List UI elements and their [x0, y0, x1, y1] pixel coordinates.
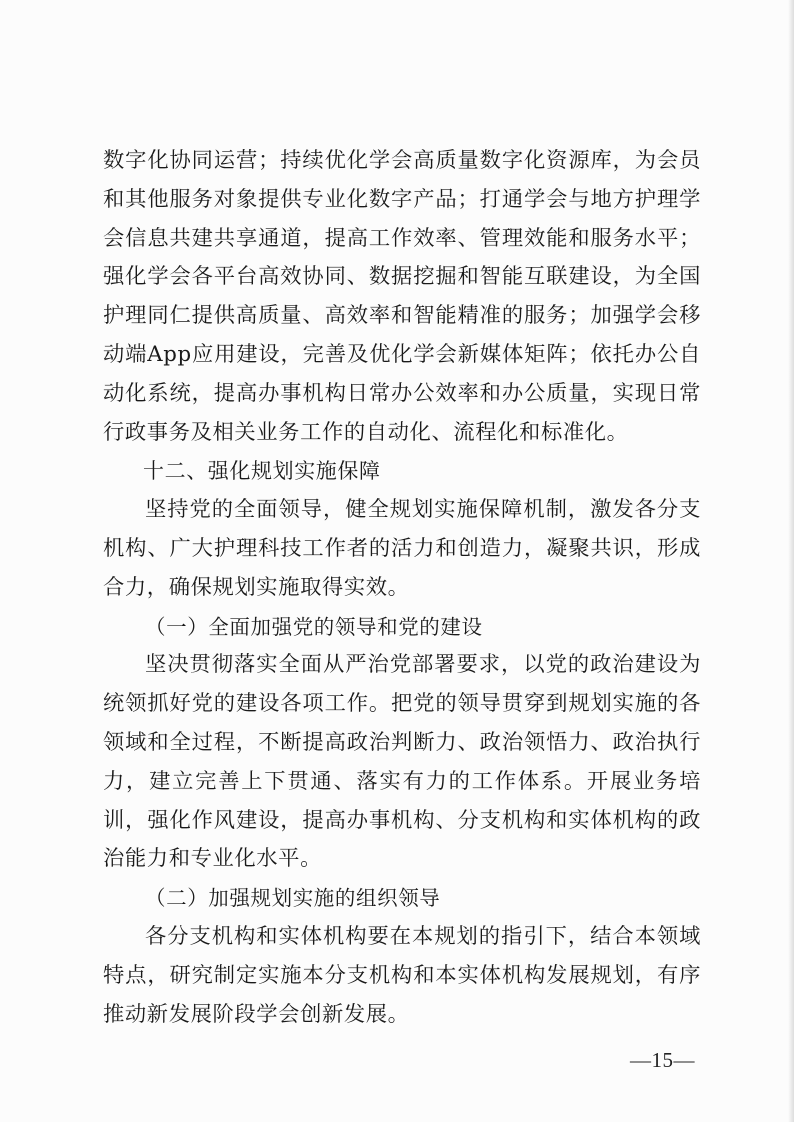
section-heading-12: 十二、强化规划实施保障 [143, 459, 381, 484]
subsection-heading-2: （二）加强规划实施的组织领导 [145, 886, 441, 911]
document-body [103, 142, 701, 1034]
scan-edge-shadow [788, 0, 794, 1122]
page-number: —15— [630, 1048, 695, 1072]
paragraph-party-leadership: 坚决贯彻落实全面从严治党部署要求，以党的政治建设为统领抓好党的建设各项工作。把党的领导贯穿到规划实施的各领域和全过程，不断提高政治判断力、政治领悟力、政治执行力，建立完善上下贯通、落实有力的工作体系。开展业务培训，强化作风建设，提高办事机构、分支机构和实体机构的政治能力和专业化水平。 [103, 652, 701, 872]
paragraph-section-12-intro: 坚持党的全面领导，健全规划实施保障机制，激发各分支机构、广大护理科技工作者的活力和创造力，凝聚共识，形成合力，确保规划实施取得实效。 [103, 497, 701, 600]
subsection-heading-1: （一）全面加强党的领导和党的建设 [145, 614, 483, 639]
paragraph-organization: 各分支机构和实体机构要在本规划的指引下，结合本领域特点，研究制定实施本分支机构和本实体机构发展规划，有序推动新发展阶段学会创新发展。 [103, 923, 701, 1027]
paragraph-digital-operations: 数字化协同运营；持续优化学会高质量数字化资源库，为会员和其他服务对象提供专业化数字产品；打通学会与地方护理学会信息共建共享通道，提高工作效率、管理效能和服务水平；强化学会各平台高效协同、数据挖掘和智能互联建设，为全国护理同仁提供高质量、高效率和智能精准的服务；加强学会移动端App应用建设，完善及优化学会新媒体矩阵；依托办公自动化系统，提高办事机构日常办公效率和办公质量，实现日常行政事务及相关业务工作的自动化、流程化和标准化。 [103, 148, 701, 445]
